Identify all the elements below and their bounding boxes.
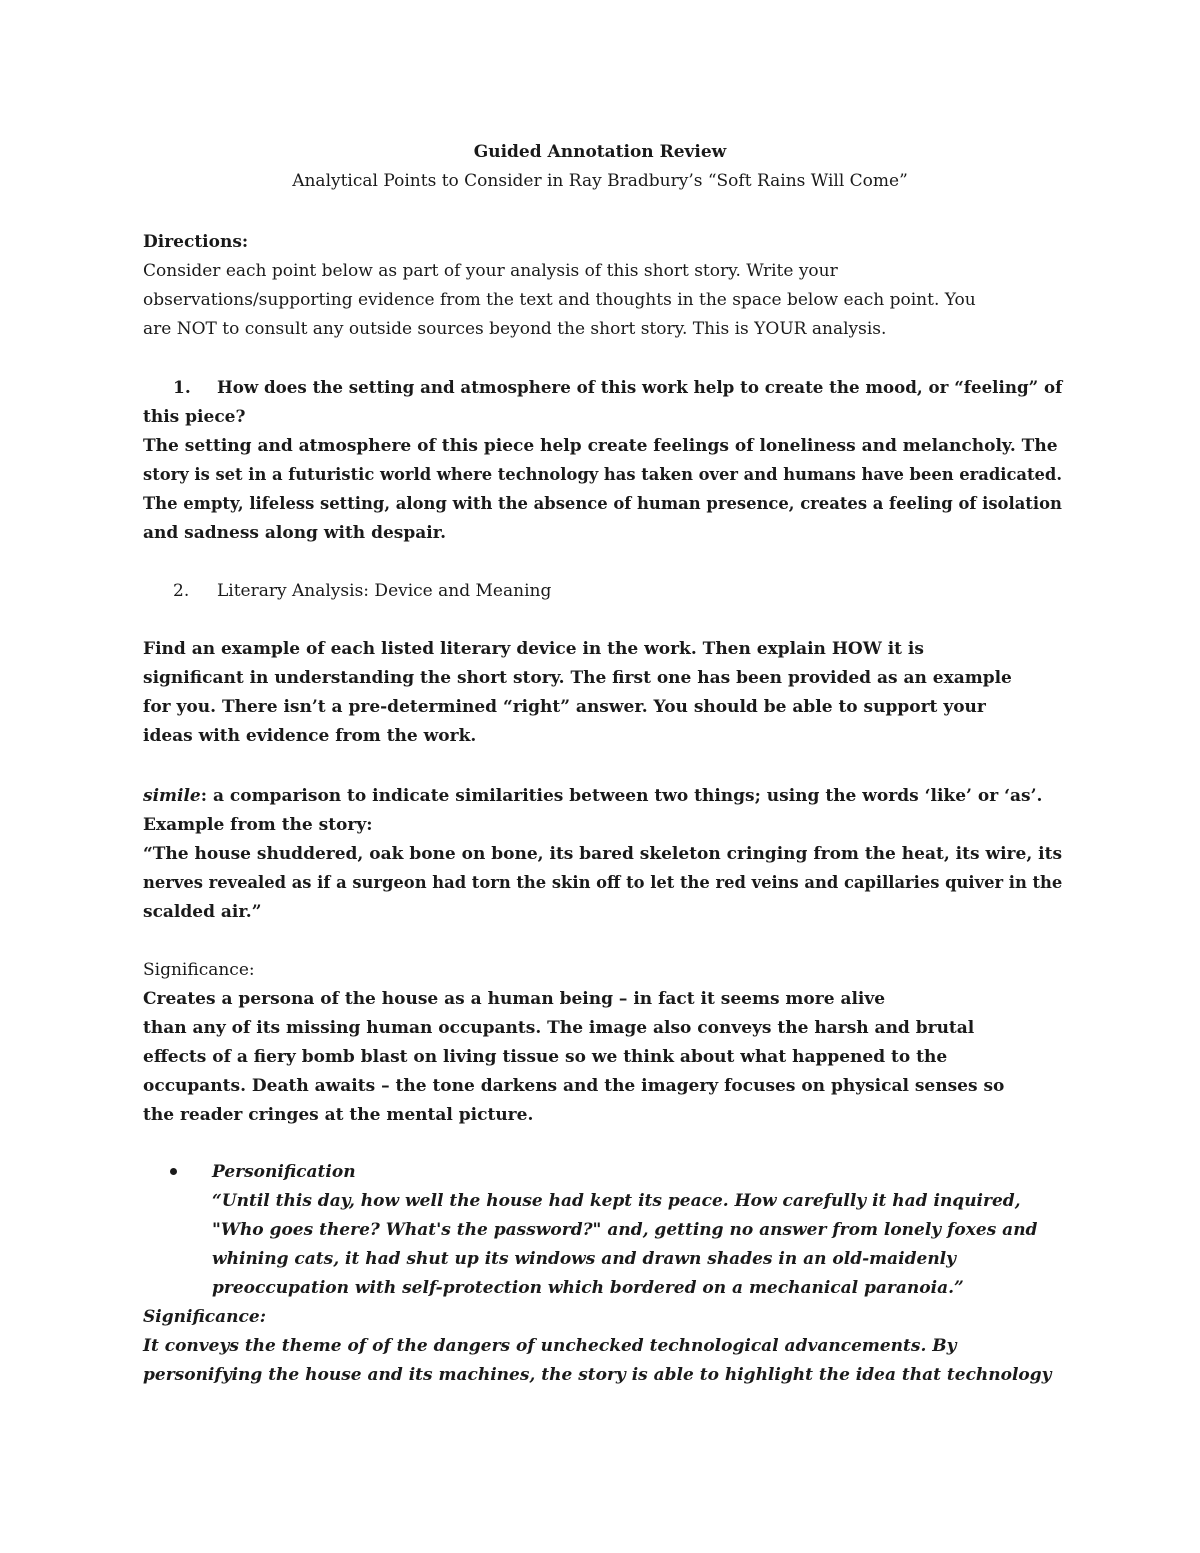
question-2-number: 2. [173,581,190,601]
personification-quote-line: preoccupation with self-protection which bordered on a mechanical paranoia.” [212,1278,964,1298]
document-subtitle: Analytical Points to Consider in Ray Bradbury’s “Soft Rains Will Come” [292,171,908,191]
personification-term: Personification [212,1162,356,1182]
document-title: Guided Annotation Review [473,142,727,162]
question-1-answer-line: and sadness along with despair. [143,523,447,543]
simile-significance-line: the reader cringes at the mental picture. [143,1105,534,1125]
directions-line: observations/supporting evidence from the text and thoughts in the space below each point. You [143,290,976,310]
personification-significance-line: personifying the house and its machines, the story is able to highlight the idea that technology [143,1365,1052,1385]
personification-quote-line: “Until this day, how well the house had kept its peace. How carefully it had inquired, [212,1191,1021,1211]
directions-line: are NOT to consult any outside sources beyond the short story. This is YOUR analysis. [143,319,887,339]
simile-quote-line: “The house shuddered, oak bone on bone, its bared skeleton cringing from the heat, its wire, its [143,844,1063,864]
question-1-prompt: this piece? [143,407,246,427]
simile-definition-text: : a comparison to indicate similarities between two things; using the words ‘like’ or ‘as’. [200,786,1043,806]
personification-quote-line: "Who goes there? What's the password?" and, getting no answer from lonely foxes and [212,1220,1038,1240]
personification-significance-label: Significance: [143,1307,266,1327]
question-2-instruction-line: ideas with evidence from the work. [143,726,477,746]
question-2-instruction-line: Find an example of each listed literary device in the work. Then explain HOW it is [143,639,924,659]
question-2-heading: Literary Analysis: Device and Meaning [217,581,552,601]
question-2-instruction-line: for you. There isn’t a pre-determined “right” answer. You should be able to support your [143,697,986,717]
simile-example-label: Example from the story: [143,815,373,835]
question-2-instruction-line: significant in understanding the short story. The first one has been provided as an example [143,668,1012,688]
personification-significance-line: It conveys the theme of of the dangers of unchecked technological advancements. By [143,1336,957,1356]
simile-significance-label: Significance: [143,960,255,980]
simile-quote-line: scalded air.” [143,902,262,922]
directions-line: Consider each point below as part of your analysis of this short story. Write your [143,261,838,281]
simile-significance-line: than any of its missing human occupants. The image also conveys the harsh and brutal [143,1018,975,1038]
question-1-answer-line: The empty, lifeless setting, along with the absence of human presence, creates a feeling of isolation [143,494,1062,514]
personification-quote-line: whining cats, it had shut up its windows and drawn shades in an old-maidenly [212,1249,957,1269]
simile-significance-line: effects of a fiery bomb blast on living tissue so we think about what happened to the [143,1047,948,1067]
simile-term: simile [143,786,201,806]
bullet-icon [170,1168,177,1175]
simile-significance-line: occupants. Death awaits – the tone darkens and the imagery focuses on physical senses so [143,1076,1005,1096]
directions-label: Directions: [143,232,249,252]
simile-quote-line: nerves revealed as if a surgeon had torn the skin off to let the red veins and capillaries quiver in the [143,873,1063,893]
question-1-answer-line: The setting and atmosphere of this piece help create feelings of loneliness and melancholy. The [143,436,1058,456]
simile-significance-line: Creates a persona of the house as a human being – in fact it seems more alive [143,989,886,1009]
question-1-number: 1. [173,378,191,398]
question-1-answer-line: story is set in a futuristic world where technology has taken over and humans have been eradicated. [143,465,1063,485]
question-1-prompt: How does the setting and atmosphere of this work help to create the mood, or “feeling” of [217,378,1063,398]
simile-definition [143,782,1042,811]
